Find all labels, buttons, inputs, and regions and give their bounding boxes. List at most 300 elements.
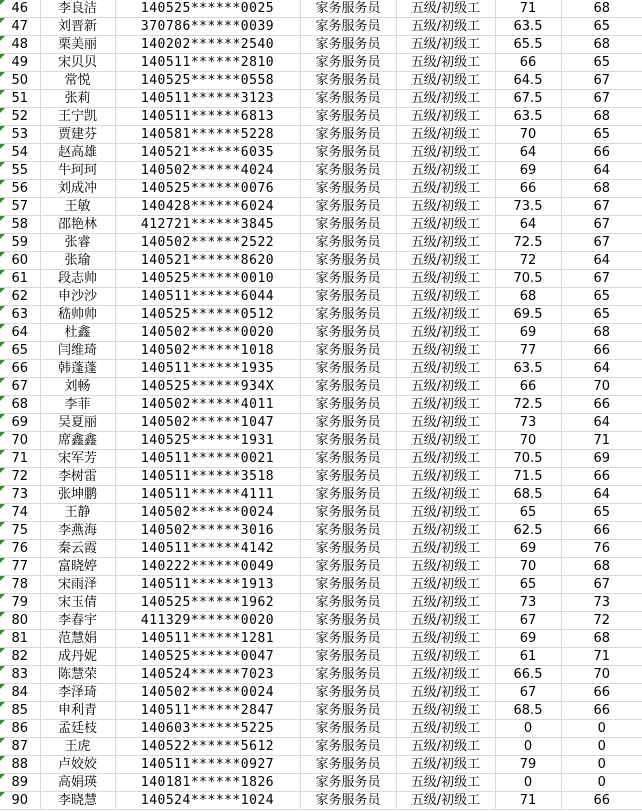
cell-occupation[interactable] <box>300 558 396 576</box>
cell-name[interactable] <box>40 612 115 630</box>
cell-name[interactable] <box>40 450 115 468</box>
cell-score2[interactable] <box>561 144 642 162</box>
cell-occupation[interactable] <box>300 792 396 810</box>
cell-id-number[interactable] <box>115 108 300 126</box>
cell-score2[interactable] <box>561 414 642 432</box>
cell-score1[interactable] <box>495 738 561 756</box>
cell-level[interactable] <box>396 288 495 306</box>
cell-level[interactable] <box>396 414 495 432</box>
cell-row-number[interactable] <box>0 648 40 666</box>
cell-score1[interactable] <box>495 432 561 450</box>
cell-row-number[interactable] <box>0 612 40 630</box>
cell-score1[interactable] <box>495 396 561 414</box>
cell-name[interactable] <box>40 756 115 774</box>
cell-row-number[interactable] <box>0 540 40 558</box>
cell-score1[interactable] <box>495 270 561 288</box>
cell-score1[interactable] <box>495 378 561 396</box>
cell-id-number[interactable] <box>115 666 300 684</box>
cell-score1[interactable] <box>495 648 561 666</box>
cell-row-number[interactable] <box>0 234 40 252</box>
cell-score2[interactable] <box>561 306 642 324</box>
cell-row-number[interactable] <box>0 756 40 774</box>
cell-score2[interactable] <box>561 0 642 18</box>
cell-id-number[interactable] <box>115 54 300 72</box>
cell-occupation[interactable] <box>300 756 396 774</box>
cell-name[interactable] <box>40 234 115 252</box>
cell-name[interactable] <box>40 144 115 162</box>
cell-id-number[interactable] <box>115 720 300 738</box>
cell-score1[interactable] <box>495 720 561 738</box>
cell-name[interactable] <box>40 126 115 144</box>
cell-row-number[interactable] <box>0 126 40 144</box>
cell-score1[interactable] <box>495 306 561 324</box>
cell-score2[interactable] <box>561 72 642 90</box>
cell-score2[interactable] <box>561 162 642 180</box>
cell-score1[interactable] <box>495 126 561 144</box>
cell-name[interactable] <box>40 198 115 216</box>
cell-score2[interactable] <box>561 198 642 216</box>
cell-id-number[interactable] <box>115 162 300 180</box>
cell-id-number[interactable] <box>115 288 300 306</box>
cell-id-number[interactable] <box>115 126 300 144</box>
cell-row-number[interactable] <box>0 630 40 648</box>
cell-id-number[interactable] <box>115 684 300 702</box>
cell-id-number[interactable] <box>115 360 300 378</box>
cell-occupation[interactable] <box>300 18 396 36</box>
cell-row-number[interactable] <box>0 486 40 504</box>
cell-occupation[interactable] <box>300 216 396 234</box>
cell-occupation[interactable] <box>300 612 396 630</box>
cell-id-number[interactable] <box>115 648 300 666</box>
cell-row-number[interactable] <box>0 414 40 432</box>
cell-row-number[interactable] <box>0 342 40 360</box>
cell-level[interactable] <box>396 252 495 270</box>
cell-row-number[interactable] <box>0 558 40 576</box>
cell-score2[interactable] <box>561 288 642 306</box>
cell-row-number[interactable] <box>0 18 40 36</box>
cell-score1[interactable] <box>495 234 561 252</box>
cell-occupation[interactable] <box>300 504 396 522</box>
cell-level[interactable] <box>396 774 495 792</box>
cell-score2[interactable] <box>561 360 642 378</box>
cell-score1[interactable] <box>495 72 561 90</box>
cell-score1[interactable] <box>495 324 561 342</box>
cell-score2[interactable] <box>561 108 642 126</box>
cell-level[interactable] <box>396 54 495 72</box>
cell-occupation[interactable] <box>300 162 396 180</box>
cell-name[interactable] <box>40 252 115 270</box>
cell-name[interactable] <box>40 18 115 36</box>
cell-score1[interactable] <box>495 666 561 684</box>
cell-row-number[interactable] <box>0 792 40 810</box>
cell-row-number[interactable] <box>0 504 40 522</box>
cell-id-number[interactable] <box>115 270 300 288</box>
cell-score2[interactable] <box>561 792 642 810</box>
cell-score1[interactable] <box>495 522 561 540</box>
cell-score2[interactable] <box>561 234 642 252</box>
cell-level[interactable] <box>396 522 495 540</box>
cell-score1[interactable] <box>495 108 561 126</box>
cell-score1[interactable] <box>495 576 561 594</box>
cell-level[interactable] <box>396 450 495 468</box>
cell-row-number[interactable] <box>0 252 40 270</box>
cell-name[interactable] <box>40 468 115 486</box>
cell-id-number[interactable] <box>115 558 300 576</box>
cell-name[interactable] <box>40 216 115 234</box>
cell-level[interactable] <box>396 90 495 108</box>
cell-id-number[interactable] <box>115 342 300 360</box>
cell-occupation[interactable] <box>300 252 396 270</box>
cell-level[interactable] <box>396 126 495 144</box>
cell-id-number[interactable] <box>115 216 300 234</box>
cell-row-number[interactable] <box>0 0 40 18</box>
cell-row-number[interactable] <box>0 72 40 90</box>
cell-id-number[interactable] <box>115 468 300 486</box>
cell-score1[interactable] <box>495 558 561 576</box>
cell-row-number[interactable] <box>0 702 40 720</box>
cell-id-number[interactable] <box>115 396 300 414</box>
cell-score2[interactable] <box>561 720 642 738</box>
cell-id-number[interactable] <box>115 72 300 90</box>
cell-score1[interactable] <box>495 540 561 558</box>
cell-name[interactable] <box>40 630 115 648</box>
cell-row-number[interactable] <box>0 738 40 756</box>
cell-id-number[interactable] <box>115 540 300 558</box>
cell-occupation[interactable] <box>300 108 396 126</box>
cell-row-number[interactable] <box>0 216 40 234</box>
cell-score2[interactable] <box>561 756 642 774</box>
cell-score1[interactable] <box>495 0 561 18</box>
cell-level[interactable] <box>396 702 495 720</box>
cell-id-number[interactable] <box>115 486 300 504</box>
cell-level[interactable] <box>396 486 495 504</box>
cell-level[interactable] <box>396 0 495 18</box>
cell-occupation[interactable] <box>300 594 396 612</box>
cell-occupation[interactable] <box>300 36 396 54</box>
cell-level[interactable] <box>396 36 495 54</box>
cell-score1[interactable] <box>495 450 561 468</box>
cell-score2[interactable] <box>561 90 642 108</box>
cell-occupation[interactable] <box>300 414 396 432</box>
cell-level[interactable] <box>396 342 495 360</box>
cell-id-number[interactable] <box>115 702 300 720</box>
cell-score1[interactable] <box>495 198 561 216</box>
cell-occupation[interactable] <box>300 324 396 342</box>
cell-name[interactable] <box>40 432 115 450</box>
cell-id-number[interactable] <box>115 198 300 216</box>
cell-score1[interactable] <box>495 612 561 630</box>
cell-id-number[interactable] <box>115 504 300 522</box>
cell-score2[interactable] <box>561 576 642 594</box>
cell-score2[interactable] <box>561 774 642 792</box>
cell-score2[interactable] <box>561 36 642 54</box>
cell-score2[interactable] <box>561 18 642 36</box>
cell-name[interactable] <box>40 540 115 558</box>
cell-id-number[interactable] <box>115 792 300 810</box>
cell-occupation[interactable] <box>300 198 396 216</box>
cell-id-number[interactable] <box>115 612 300 630</box>
cell-occupation[interactable] <box>300 450 396 468</box>
cell-score2[interactable] <box>561 54 642 72</box>
cell-score2[interactable] <box>561 432 642 450</box>
cell-score2[interactable] <box>561 126 642 144</box>
cell-name[interactable] <box>40 648 115 666</box>
cell-score2[interactable] <box>561 252 642 270</box>
cell-score1[interactable] <box>495 180 561 198</box>
cell-row-number[interactable] <box>0 522 40 540</box>
cell-name[interactable] <box>40 360 115 378</box>
cell-name[interactable] <box>40 792 115 810</box>
cell-score1[interactable] <box>495 792 561 810</box>
cell-score2[interactable] <box>561 630 642 648</box>
cell-occupation[interactable] <box>300 540 396 558</box>
cell-row-number[interactable] <box>0 306 40 324</box>
cell-row-number[interactable] <box>0 90 40 108</box>
cell-occupation[interactable] <box>300 648 396 666</box>
cell-score2[interactable] <box>561 270 642 288</box>
cell-name[interactable] <box>40 594 115 612</box>
cell-level[interactable] <box>396 396 495 414</box>
cell-occupation[interactable] <box>300 432 396 450</box>
cell-score2[interactable] <box>561 342 642 360</box>
cell-level[interactable] <box>396 360 495 378</box>
cell-level[interactable] <box>396 216 495 234</box>
cell-name[interactable] <box>40 522 115 540</box>
cell-level[interactable] <box>396 576 495 594</box>
cell-score2[interactable] <box>561 216 642 234</box>
cell-level[interactable] <box>396 144 495 162</box>
cell-id-number[interactable] <box>115 18 300 36</box>
cell-occupation[interactable] <box>300 684 396 702</box>
cell-row-number[interactable] <box>0 360 40 378</box>
cell-id-number[interactable] <box>115 522 300 540</box>
cell-level[interactable] <box>396 378 495 396</box>
cell-level[interactable] <box>396 666 495 684</box>
cell-occupation[interactable] <box>300 720 396 738</box>
cell-occupation[interactable] <box>300 576 396 594</box>
cell-score2[interactable] <box>561 180 642 198</box>
cell-score2[interactable] <box>561 594 642 612</box>
cell-level[interactable] <box>396 558 495 576</box>
cell-score1[interactable] <box>495 342 561 360</box>
cell-id-number[interactable] <box>115 90 300 108</box>
cell-name[interactable] <box>40 162 115 180</box>
cell-occupation[interactable] <box>300 378 396 396</box>
cell-score2[interactable] <box>561 324 642 342</box>
cell-id-number[interactable] <box>115 324 300 342</box>
cell-row-number[interactable] <box>0 684 40 702</box>
cell-score1[interactable] <box>495 252 561 270</box>
cell-row-number[interactable] <box>0 432 40 450</box>
cell-occupation[interactable] <box>300 486 396 504</box>
cell-name[interactable] <box>40 378 115 396</box>
cell-score2[interactable] <box>561 666 642 684</box>
cell-id-number[interactable] <box>115 234 300 252</box>
cell-level[interactable] <box>396 756 495 774</box>
cell-occupation[interactable] <box>300 234 396 252</box>
cell-row-number[interactable] <box>0 378 40 396</box>
cell-name[interactable] <box>40 108 115 126</box>
cell-occupation[interactable] <box>300 144 396 162</box>
cell-score1[interactable] <box>495 702 561 720</box>
cell-name[interactable] <box>40 270 115 288</box>
cell-row-number[interactable] <box>0 108 40 126</box>
cell-score2[interactable] <box>561 684 642 702</box>
cell-score1[interactable] <box>495 774 561 792</box>
cell-occupation[interactable] <box>300 288 396 306</box>
cell-score1[interactable] <box>495 594 561 612</box>
cell-score1[interactable] <box>495 756 561 774</box>
cell-score2[interactable] <box>561 468 642 486</box>
cell-score2[interactable] <box>561 504 642 522</box>
cell-row-number[interactable] <box>0 774 40 792</box>
cell-name[interactable] <box>40 684 115 702</box>
cell-occupation[interactable] <box>300 396 396 414</box>
cell-level[interactable] <box>396 738 495 756</box>
cell-level[interactable] <box>396 324 495 342</box>
cell-name[interactable] <box>40 738 115 756</box>
cell-level[interactable] <box>396 684 495 702</box>
cell-occupation[interactable] <box>300 270 396 288</box>
cell-level[interactable] <box>396 648 495 666</box>
cell-level[interactable] <box>396 594 495 612</box>
cell-id-number[interactable] <box>115 306 300 324</box>
cell-score2[interactable] <box>561 522 642 540</box>
cell-score2[interactable] <box>561 738 642 756</box>
cell-name[interactable] <box>40 558 115 576</box>
cell-occupation[interactable] <box>300 774 396 792</box>
cell-row-number[interactable] <box>0 576 40 594</box>
cell-row-number[interactable] <box>0 666 40 684</box>
cell-occupation[interactable] <box>300 54 396 72</box>
cell-id-number[interactable] <box>115 144 300 162</box>
cell-score1[interactable] <box>495 468 561 486</box>
cell-occupation[interactable] <box>300 180 396 198</box>
cell-score2[interactable] <box>561 378 642 396</box>
cell-name[interactable] <box>40 288 115 306</box>
cell-score1[interactable] <box>495 486 561 504</box>
cell-score2[interactable] <box>561 702 642 720</box>
cell-level[interactable] <box>396 432 495 450</box>
cell-score2[interactable] <box>561 486 642 504</box>
cell-score1[interactable] <box>495 54 561 72</box>
cell-name[interactable] <box>40 36 115 54</box>
cell-name[interactable] <box>40 774 115 792</box>
cell-name[interactable] <box>40 0 115 18</box>
cell-name[interactable] <box>40 306 115 324</box>
cell-row-number[interactable] <box>0 720 40 738</box>
cell-score2[interactable] <box>561 540 642 558</box>
cell-row-number[interactable] <box>0 180 40 198</box>
cell-name[interactable] <box>40 720 115 738</box>
cell-score1[interactable] <box>495 90 561 108</box>
cell-name[interactable] <box>40 504 115 522</box>
cell-score1[interactable] <box>495 36 561 54</box>
cell-level[interactable] <box>396 72 495 90</box>
cell-level[interactable] <box>396 612 495 630</box>
cell-level[interactable] <box>396 198 495 216</box>
cell-level[interactable] <box>396 162 495 180</box>
cell-score2[interactable] <box>561 396 642 414</box>
cell-row-number[interactable] <box>0 162 40 180</box>
cell-id-number[interactable] <box>115 630 300 648</box>
cell-score1[interactable] <box>495 684 561 702</box>
cell-id-number[interactable] <box>115 378 300 396</box>
cell-id-number[interactable] <box>115 450 300 468</box>
cell-level[interactable] <box>396 504 495 522</box>
cell-row-number[interactable] <box>0 270 40 288</box>
cell-score2[interactable] <box>561 558 642 576</box>
cell-name[interactable] <box>40 414 115 432</box>
cell-id-number[interactable] <box>115 36 300 54</box>
cell-id-number[interactable] <box>115 756 300 774</box>
cell-level[interactable] <box>396 792 495 810</box>
cell-score1[interactable] <box>495 216 561 234</box>
cell-name[interactable] <box>40 486 115 504</box>
cell-score1[interactable] <box>495 18 561 36</box>
cell-level[interactable] <box>396 630 495 648</box>
cell-level[interactable] <box>396 468 495 486</box>
cell-id-number[interactable] <box>115 576 300 594</box>
cell-level[interactable] <box>396 234 495 252</box>
cell-occupation[interactable] <box>300 702 396 720</box>
cell-row-number[interactable] <box>0 450 40 468</box>
cell-id-number[interactable] <box>115 432 300 450</box>
cell-score1[interactable] <box>495 288 561 306</box>
cell-level[interactable] <box>396 720 495 738</box>
cell-row-number[interactable] <box>0 144 40 162</box>
cell-id-number[interactable] <box>115 180 300 198</box>
cell-name[interactable] <box>40 54 115 72</box>
cell-id-number[interactable] <box>115 738 300 756</box>
cell-id-number[interactable] <box>115 0 300 18</box>
cell-name[interactable] <box>40 396 115 414</box>
cell-occupation[interactable] <box>300 522 396 540</box>
cell-id-number[interactable] <box>115 252 300 270</box>
cell-occupation[interactable] <box>300 342 396 360</box>
cell-occupation[interactable] <box>300 90 396 108</box>
cell-id-number[interactable] <box>115 594 300 612</box>
cell-row-number[interactable] <box>0 198 40 216</box>
cell-id-number[interactable] <box>115 774 300 792</box>
cell-name[interactable] <box>40 72 115 90</box>
cell-row-number[interactable] <box>0 288 40 306</box>
cell-score2[interactable] <box>561 612 642 630</box>
cell-occupation[interactable] <box>300 666 396 684</box>
cell-level[interactable] <box>396 18 495 36</box>
cell-name[interactable] <box>40 180 115 198</box>
cell-row-number[interactable] <box>0 54 40 72</box>
cell-occupation[interactable] <box>300 72 396 90</box>
cell-occupation[interactable] <box>300 468 396 486</box>
cell-row-number[interactable] <box>0 594 40 612</box>
cell-name[interactable] <box>40 90 115 108</box>
cell-name[interactable] <box>40 342 115 360</box>
cell-occupation[interactable] <box>300 630 396 648</box>
cell-score1[interactable] <box>495 360 561 378</box>
cell-name[interactable] <box>40 324 115 342</box>
cell-score1[interactable] <box>495 504 561 522</box>
cell-name[interactable] <box>40 702 115 720</box>
cell-name[interactable] <box>40 576 115 594</box>
cell-score1[interactable] <box>495 414 561 432</box>
cell-level[interactable] <box>396 306 495 324</box>
cell-occupation[interactable] <box>300 360 396 378</box>
cell-id-number[interactable] <box>115 414 300 432</box>
cell-score2[interactable] <box>561 450 642 468</box>
cell-level[interactable] <box>396 540 495 558</box>
cell-occupation[interactable] <box>300 306 396 324</box>
